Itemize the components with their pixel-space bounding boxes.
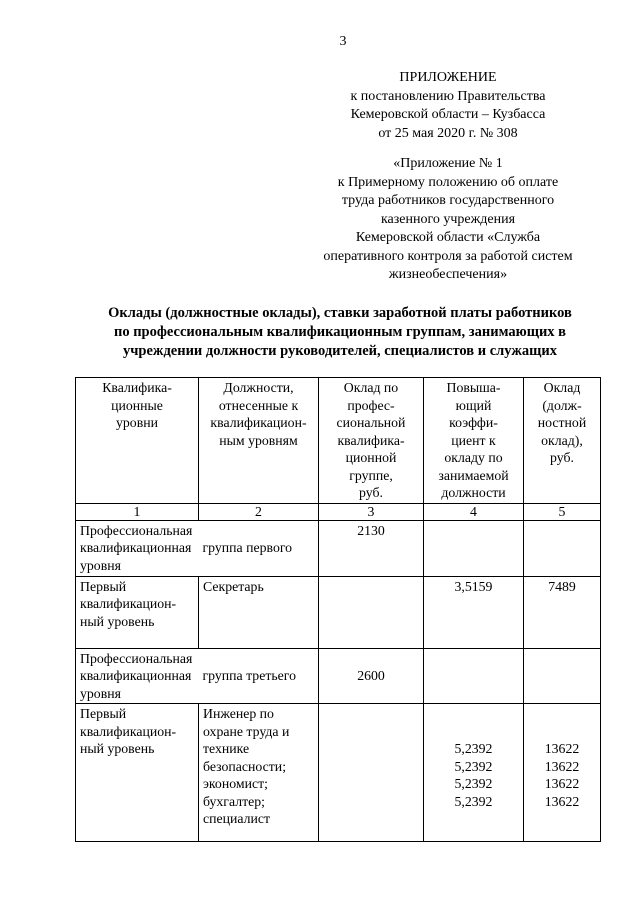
table-header-row: [76, 378, 601, 504]
group1-label: Профессиональная квалификационная уровня: [76, 520, 199, 576]
column-number: 2: [199, 503, 319, 520]
row2-salaries: 13622 13622 13622 13622: [524, 704, 601, 842]
title-line: по профессиональным квалификационным группам, занимающих в: [113, 324, 567, 340]
appendix-line: к постановлению Правительства: [350, 88, 546, 104]
column-number-row: [76, 503, 601, 520]
row2-level: Первый квалификацион- ный уровень: [76, 704, 199, 842]
group3-label: Профессиональная квалификационная уровня: [76, 648, 199, 704]
group3-label-cont: группа третьего: [199, 648, 319, 704]
annex-line: к Примерному положению об оплате: [337, 174, 559, 190]
group3-coefficient: [424, 648, 524, 704]
row1-coefficient: 3,5159: [424, 576, 524, 648]
annex-line: Кемеровской области «Служба: [355, 230, 541, 245]
table-row: [76, 576, 601, 648]
group1-salary: 2130: [319, 520, 424, 576]
group1-row: [76, 520, 601, 576]
column-number: 4: [424, 503, 524, 520]
page-number: 3: [339, 34, 347, 49]
header-levels: Квалифика- ционные уровни: [76, 378, 199, 504]
annex-header: [318, 155, 578, 285]
column-number: 1: [76, 503, 199, 520]
column-number: 5: [524, 503, 601, 520]
group3-row: [76, 648, 601, 704]
header-positions: Должности, отнесенные к квалификацион- ным уровням: [199, 378, 319, 504]
annex-line: казенного учреждения: [380, 211, 516, 227]
annex-line: оперативного контроля за работой систем: [323, 248, 573, 264]
appendix-line: ПРИЛОЖЕНИЕ: [399, 70, 497, 85]
salary-table: [75, 377, 601, 842]
title-line: учреждении должности руководителей, специалистов и служащих: [123, 343, 557, 359]
group3-final: [524, 648, 601, 704]
appendix-line: от 25 мая 2020 г. № 308: [378, 125, 518, 141]
row2-coefficients: 5,2392 5,2392 5,2392 5,2392: [424, 704, 524, 842]
row2-positions: Инженер по охране труда и технике безопасности; экономист; бухгалтер; специалист: [199, 704, 319, 842]
header-coefficient: Повыша- ющий коэффи- циент к окладу по занимаемой должности: [424, 378, 524, 504]
row1-base: [319, 576, 424, 648]
row1-level: Первый квалификацион- ный уровень: [76, 576, 199, 648]
row1-position: Секретарь: [199, 576, 319, 648]
group3-salary: 2600: [319, 648, 424, 704]
table-row: [76, 704, 601, 842]
group1-final: [524, 520, 601, 576]
appendix-header: [318, 69, 578, 143]
document-title: [60, 304, 620, 361]
annex-line: труда работников государственного: [341, 193, 555, 208]
row2-base: [319, 704, 424, 842]
column-number: 3: [319, 503, 424, 520]
header-salary: Оклад (долж- ностной оклад), руб.: [524, 378, 601, 504]
title-line: Оклады (должностные оклады), ставки заработной платы работников: [108, 305, 572, 321]
annex-line: жизнеобеспечения»: [388, 267, 508, 282]
header-base-salary: Оклад по профес- сиональной квалифика- ционной группе, руб.: [319, 378, 424, 504]
annex-line: «Приложение № 1: [393, 156, 503, 171]
group1-coefficient: [424, 520, 524, 576]
row1-salary: 7489: [524, 576, 601, 648]
group1-label-cont: группа первого: [199, 520, 319, 576]
appendix-line: Кемеровской области – Кузбасса: [350, 107, 546, 122]
